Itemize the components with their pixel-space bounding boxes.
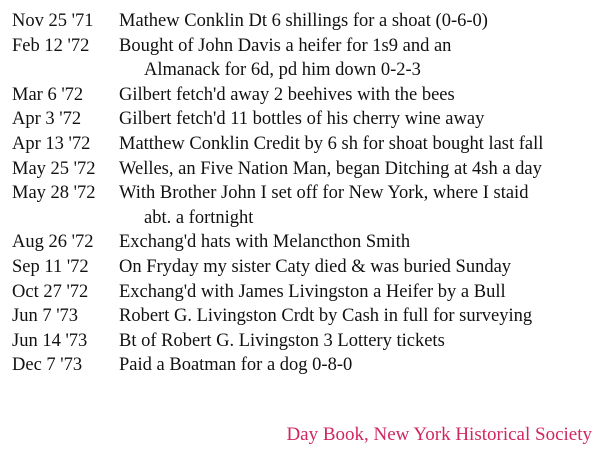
entry-line: Exchang'd hats with Melancthon Smith (119, 232, 411, 253)
entry-text (119, 353, 592, 378)
entry-date: Sep 11 '72 (12, 256, 89, 277)
entry-row (12, 353, 592, 378)
entry-text (119, 157, 592, 182)
entry-date: May 25 '72 (12, 158, 96, 179)
entry-line: Bt of Robert G. Livingston 3 Lottery tickets (119, 330, 445, 351)
entry-text (119, 83, 592, 108)
entry-date: Jun 14 '73 (12, 330, 88, 351)
entry-date: May 28 '72 (12, 183, 96, 204)
entry-text (119, 304, 592, 329)
entry-date: Nov 25 '71 (12, 11, 94, 31)
entry-line: Exchang'd with James Livingston a Heifer by a Bull (119, 281, 506, 302)
entry-row (12, 9, 592, 34)
entry-text (119, 280, 592, 305)
entry-row (12, 83, 592, 108)
ledger-entries (12, 9, 592, 378)
entry-continuation: abt. a fortnight (144, 207, 254, 228)
entry-line: With Brother John I set off for New York, where I staid (119, 183, 529, 204)
entry-text (119, 34, 592, 83)
entry-line: Mathew Conklin Dt 6 shillings for a shoat (0-6-0) (119, 11, 488, 31)
entry-text (119, 255, 592, 280)
entry-line: Matthew Conklin Credit by 6 sh for shoat bought last fall (119, 133, 544, 154)
entry-row (12, 230, 592, 255)
entry-line: Paid a Boatman for a dog 0-8-0 (119, 355, 353, 376)
entry-row (12, 132, 592, 157)
entry-row (12, 181, 592, 230)
source-caption: Day Book, New York Historical Society (286, 424, 592, 445)
entry-text (119, 132, 592, 157)
entry-row (12, 255, 592, 280)
entry-date: Mar 6 '72 (12, 84, 84, 105)
entry-line: Gilbert fetch'd away 2 beehives with the bees (119, 84, 455, 105)
entry-date: Aug 26 '72 (12, 232, 94, 253)
entry-row (12, 107, 592, 132)
entry-date: Feb 12 '72 (12, 35, 90, 56)
entry-row (12, 157, 592, 182)
entry-date: Apr 13 '72 (12, 133, 91, 154)
entry-line: Gilbert fetch'd 11 bottles of his cherry wine away (119, 109, 485, 130)
entry-text (119, 9, 592, 34)
entry-continuation: Almanack for 6d, pd him down 0-2-3 (144, 60, 421, 81)
entry-date: Jun 7 '73 (12, 306, 79, 327)
entry-row (12, 329, 592, 354)
entry-date: Oct 27 '72 (12, 281, 89, 302)
entry-line: Robert G. Livingston Crdt by Cash in full for surveying (119, 306, 533, 327)
entry-line: Bought of John Davis a heifer for 1s9 and an (119, 35, 452, 56)
entry-text (119, 107, 592, 132)
entry-text (119, 230, 592, 255)
entry-row (12, 304, 592, 329)
entry-date: Apr 3 '72 (12, 109, 82, 130)
entry-text (119, 329, 592, 354)
entry-row (12, 34, 592, 83)
entry-row (12, 280, 592, 305)
entry-line: Welles, an Five Nation Man, began Ditching at 4sh a day (119, 158, 542, 179)
entry-text (119, 181, 592, 230)
entry-date: Dec 7 '73 (12, 355, 83, 376)
entry-line: On Fryday my sister Caty died & was buried Sunday (119, 256, 512, 277)
